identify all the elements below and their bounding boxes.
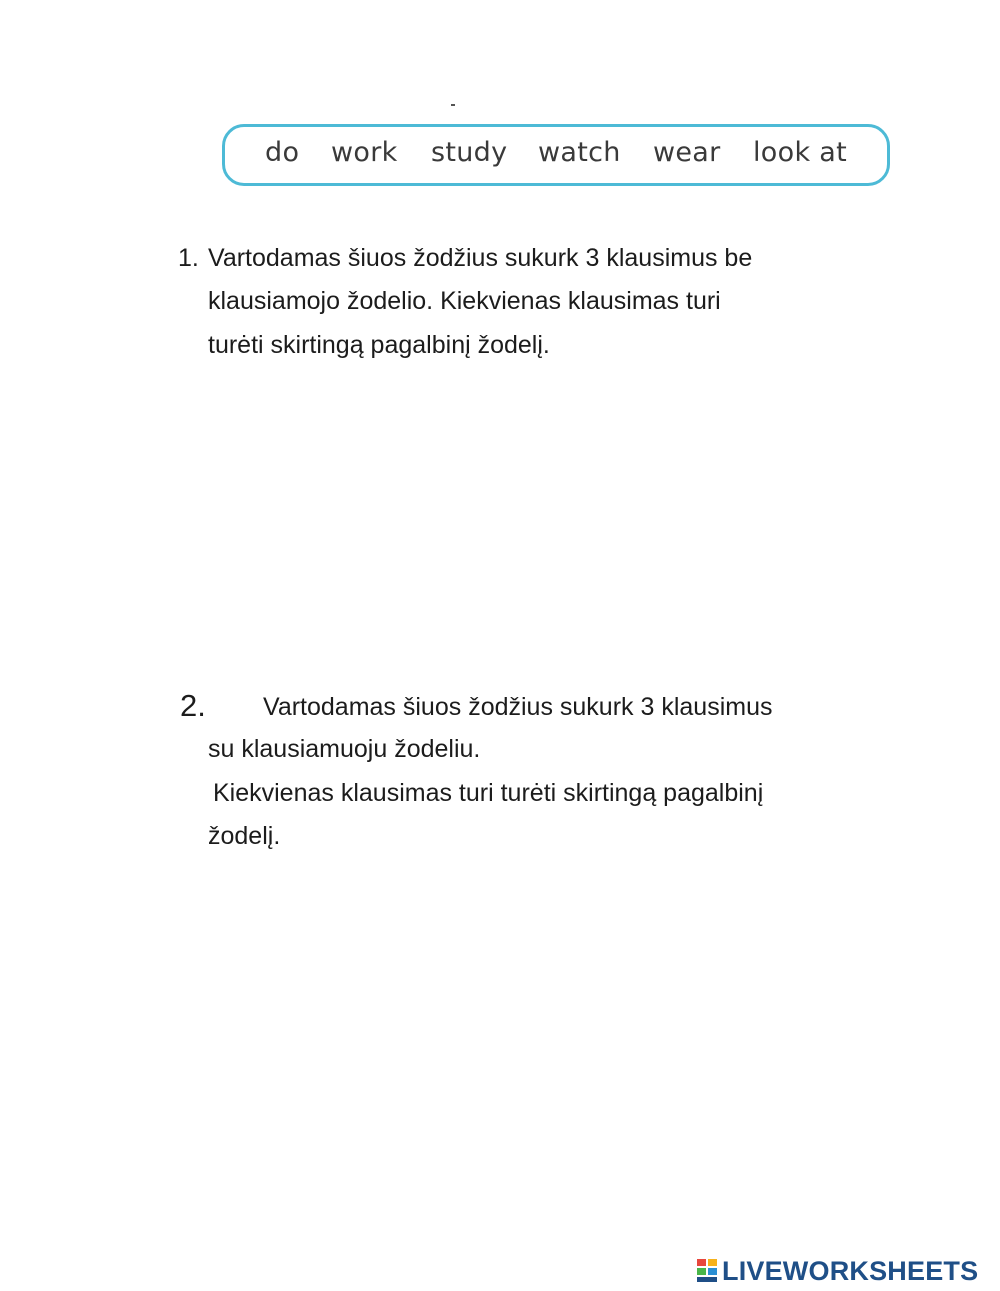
word-bank-word: look at (753, 137, 847, 168)
word-bank-word: work (331, 137, 398, 168)
task1-instruction-line: turėti skirtingą pagalbinį žodelį. (208, 331, 550, 359)
task2-instruction-line: žodelį. (208, 822, 281, 850)
task1-instruction-line: klausiamojo žodelio. Kiekvienas klausimas turi (208, 287, 721, 315)
word-bank-word: study (431, 137, 508, 168)
word-bank-word: watch (538, 137, 621, 168)
task2-instruction-line: Vartodamas šiuos žodžius sukurk 3 klausimus (263, 693, 773, 721)
task1-instruction-line: Vartodamas šiuos žodžius sukurk 3 klausimus be (208, 244, 753, 272)
task2-number: 2. (180, 688, 206, 723)
liveworksheets-mark-icon (697, 1259, 719, 1283)
task1-number: 1. (178, 244, 199, 272)
logo-text: LIVEWORKSHEETS (722, 1255, 979, 1286)
word-bank-word: wear (653, 137, 721, 168)
liveworksheets-logo[interactable] (697, 1257, 978, 1285)
word-bank-word: do (265, 137, 300, 168)
task2-instruction-line: su klausiamuoju žodeliu. (208, 735, 481, 763)
word-bank-tick-mark (451, 104, 455, 106)
task2-instruction-line: Kiekvienas klausimas turi turėti skirtingą pagalbinį (213, 779, 764, 807)
